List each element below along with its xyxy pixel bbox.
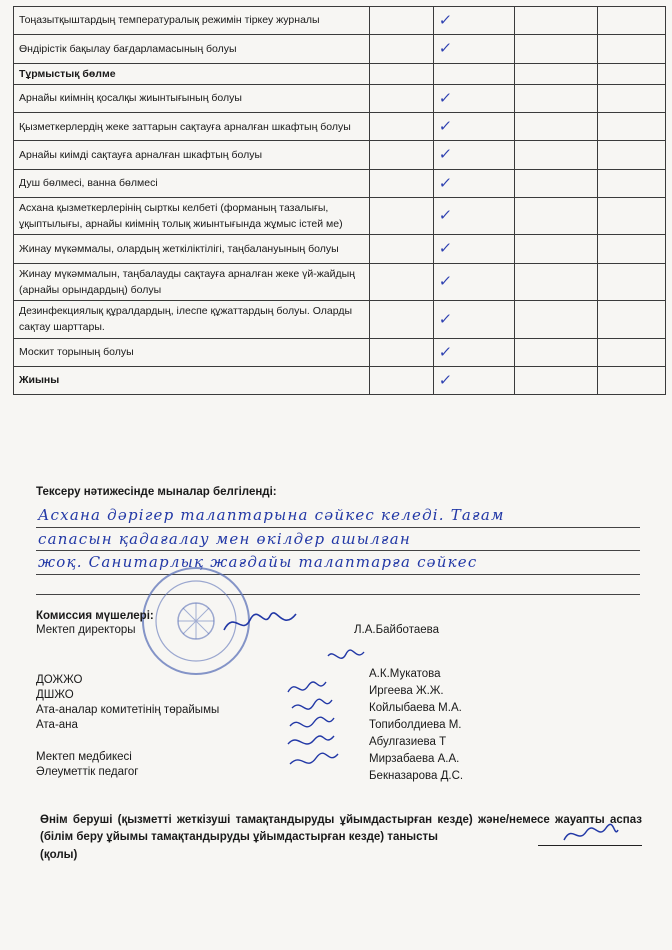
checklist-mark-cell	[434, 366, 515, 394]
checklist-cell	[598, 63, 666, 84]
role-social-pedagogue: Әлеуметтік педагог	[36, 766, 139, 778]
checklist-cell	[515, 113, 598, 141]
checkmark-icon: ✓	[437, 11, 453, 29]
checklist-row	[14, 263, 666, 301]
checklist-cell	[598, 169, 666, 197]
role-parent-committee: Ата-аналар комитетінің төрайымы	[36, 704, 220, 716]
checklist-cell	[598, 113, 666, 141]
role-dozhzho: ДОЖЖО	[36, 674, 83, 686]
checklist-cell	[515, 235, 598, 263]
checkmark-icon: ✓	[437, 206, 453, 225]
checklist-cell	[515, 301, 598, 339]
checklist-cell	[515, 35, 598, 63]
checklist-cell	[598, 197, 666, 235]
checklist-row	[14, 338, 666, 366]
checklist-cell	[370, 197, 434, 235]
member-signatures-icon	[278, 648, 374, 788]
checklist-mark-cell	[434, 7, 515, 35]
checkmark-icon: ✓	[437, 39, 453, 58]
checklist-row	[14, 7, 666, 35]
checklist-mark-cell	[434, 235, 515, 263]
checklist-cell	[598, 235, 666, 263]
checklist-item-text: Өндірістік бақылау бағдарламасының болуы	[14, 35, 370, 63]
checkmark-icon: ✓	[437, 309, 453, 328]
findings-label: Тексеру нәтижесінде мыналар белгіленді:	[36, 486, 277, 498]
checklist-item-text: Душ бөлмесі, ванна бөлмесі	[14, 169, 370, 197]
checklist-cell	[598, 301, 666, 339]
checklist-cell	[598, 84, 666, 112]
checklist-item-text: Москит торының болуы	[14, 338, 370, 366]
checklist-item-text: Тұрмыстық бөлме	[14, 63, 370, 84]
supplier-signature-icon	[560, 820, 620, 848]
checklist-cell	[370, 263, 434, 301]
checklist-item-text: Жинау мүкəммалын, таңбалауды сақтауға арналған жеке үй-жайдың (арнайы орындардың) болуы	[14, 263, 370, 301]
checklist-row	[14, 84, 666, 112]
checklist-cell	[370, 301, 434, 339]
checklist-cell	[515, 263, 598, 301]
checklist-cell	[598, 338, 666, 366]
checklist-mark-cell	[434, 141, 515, 169]
member-name: Иргеева Ж.Ж.	[369, 685, 444, 697]
member-name: Бекназарова Д.С.	[369, 770, 464, 782]
checklist-cell	[598, 35, 666, 63]
acknowledgement-body: Өнім беруші (қызметті жеткізуші тамақтандыруды ұйымдастырған кезде) және/немесе жауапты аспаз (білім беру ұйымы тамақтандыруды ұйымдастырған кезде) танысты	[40, 814, 642, 844]
checklist-row	[14, 197, 666, 235]
checklist-cell	[515, 7, 598, 35]
checklist-mark-cell	[434, 197, 515, 235]
checklist-table	[13, 6, 666, 395]
role-nurse: Мектеп медбикесі	[36, 751, 132, 763]
checklist-cell	[370, 7, 434, 35]
member-name: Топиболдиева М.	[369, 719, 462, 731]
director-signature-icon	[220, 606, 300, 638]
checklist-cell	[370, 35, 434, 63]
checkmark-icon: ✓	[437, 272, 453, 291]
checklist-item-text: Қызметкерлердің жеке заттарын сақтауға арналған шкафтың болуы	[14, 113, 370, 141]
checklist-item-text: Тоңазытқыштардың температуралық режимін тіркеу журналы	[14, 7, 370, 35]
handwritten-line: Асхана дәрігер талаптарына сәйкес келеді. Тағам	[38, 506, 505, 524]
checkmark-icon: ✓	[437, 342, 453, 361]
member-name: А.К.Мукатова	[369, 668, 441, 680]
underline	[36, 594, 640, 595]
checklist-cell	[370, 113, 434, 141]
handwritten-line: сапасын қадағалау мен өкілдер ашылған	[38, 530, 411, 548]
checkmark-icon: ✓	[437, 173, 453, 192]
checklist-cell	[515, 84, 598, 112]
checklist-mark-cell	[434, 63, 515, 84]
checklist-row	[14, 301, 666, 339]
signature-caption: (қолы)	[40, 848, 78, 861]
checkmark-icon: ✓	[437, 117, 453, 136]
checklist-cell	[515, 141, 598, 169]
checklist-mark-cell	[434, 35, 515, 63]
checkmark-icon: ✓	[437, 88, 453, 107]
checkmark-icon: ✓	[437, 239, 453, 258]
checklist-cell	[370, 235, 434, 263]
checklist-mark-cell	[434, 338, 515, 366]
checklist-item-text: Жиыны	[14, 366, 370, 394]
checklist-cell	[370, 366, 434, 394]
member-name: Койлыбаева М.А.	[369, 702, 462, 714]
director-role: Мектеп директоры	[36, 624, 136, 636]
checklist-item-text: Арнайы киімнің қосалқы жиынтығының болуы	[14, 84, 370, 112]
underline	[36, 574, 640, 575]
checklist-cell	[598, 7, 666, 35]
checklist-cell	[370, 169, 434, 197]
checklist-cell	[370, 84, 434, 112]
checklist-row	[14, 366, 666, 394]
checklist-cell	[515, 366, 598, 394]
checklist-cell	[598, 263, 666, 301]
checklist-cell	[515, 197, 598, 235]
checklist-cell	[370, 63, 434, 84]
checklist-item-text: Дезинфекциялық құралдардың, ілеспе құжаттардың болуы. Оларды сақтау шарттары.	[14, 301, 370, 339]
underline	[36, 550, 640, 551]
role-parent: Ата-ана	[36, 719, 78, 731]
checklist-mark-cell	[434, 263, 515, 301]
checklist-row	[14, 169, 666, 197]
checklist-mark-cell	[434, 113, 515, 141]
checklist-item-text: Асхана қызметкерлерінің сырткы келбеті (форманың тазалығы, ұқыптылығы, арнайы киімнің толық жиынтығында жұмыс істей ме)	[14, 197, 370, 235]
checklist-cell	[370, 141, 434, 169]
checklist-cell	[370, 338, 434, 366]
role-dshzho: ДШЖО	[36, 689, 74, 701]
checklist-row	[14, 141, 666, 169]
handwritten-line: жоқ. Санитарлық жағдайы талаптарға сәйкес	[38, 553, 478, 571]
checklist-item-text: Жинау мүкəммалы, олардың жеткіліктілігі, таңбалануының болуы	[14, 235, 370, 263]
checklist-cell	[515, 169, 598, 197]
checklist-mark-cell	[434, 169, 515, 197]
member-name: Абулгазиева Т	[369, 736, 447, 748]
underline	[36, 527, 640, 528]
checklist-cell	[598, 141, 666, 169]
checklist-row	[14, 35, 666, 63]
checkmark-icon: ✓	[437, 370, 453, 389]
checklist-mark-cell	[434, 301, 515, 339]
checklist-item-text: Арнайы киімді сақтауға арналған шкафтың болуы	[14, 141, 370, 169]
checklist-mark-cell	[434, 84, 515, 112]
member-name: Мирзабаева А.А.	[369, 753, 460, 765]
acknowledgement-text	[40, 812, 642, 864]
checklist-cell	[598, 366, 666, 394]
checklist-row	[14, 113, 666, 141]
checkmark-icon: ✓	[437, 145, 453, 164]
checklist-row	[14, 235, 666, 263]
commission-title: Комиссия мүшелері:	[36, 610, 154, 622]
checklist-cell	[515, 338, 598, 366]
checklist-row	[14, 63, 666, 84]
director-name: Л.А.Байботаева	[354, 624, 440, 636]
checklist-cell	[515, 63, 598, 84]
